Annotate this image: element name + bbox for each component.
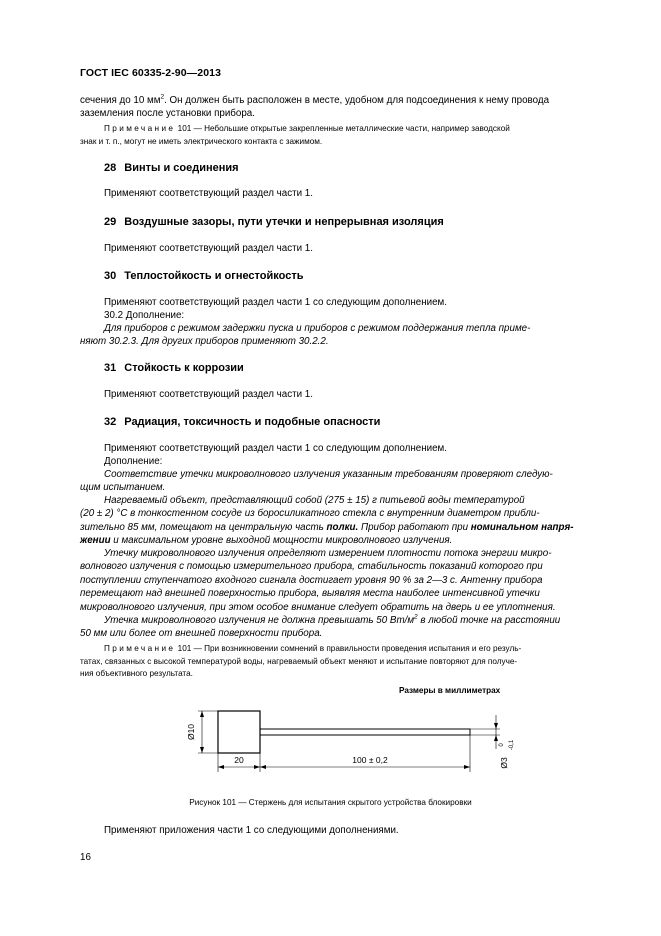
section-30-2-addition: 30.2 Дополнение:: [104, 310, 185, 321]
section-31-body: Применяют соответствующий раздел части 1.: [104, 389, 313, 400]
dim-label-100: 100 ± 0,2: [352, 755, 388, 765]
section-31-heading: 31 Стойкость к коррозии: [104, 362, 244, 374]
section-32-addition: Дополнение:: [104, 456, 163, 467]
dim-label-20: 20: [234, 755, 244, 765]
note-101-b: Примечание 101 — При возникновении сомнений в правильности проведения испытания и его резуль- татах, связанных с высокой температурой воды, нагреваемый объект меняют и испытание повторяют для получе- ния объективного результата.: [80, 644, 522, 679]
test-load-paragraph: Нагреваемый объект, представляющий собой (275 ± 15) г питьевой воды температурой (20 ± 2) °C в тонкостенном сосуде из боросиликатного стекла с внутренним диаметром прибли- зительно 85 мм, помещают на центральную часть полки. Прибор работают при номинальном напря- жении и максимальном уровне выходной мощности микроволнового излучения.: [80, 495, 574, 547]
section-30-heading: 30 Теплостойкость и огнестойкость: [104, 270, 304, 282]
section-32-body: Применяют соответствующий раздел части 1 со следующим дополнением.: [104, 443, 448, 454]
section-29-body: Применяют соответствующий раздел части 1.: [104, 243, 313, 254]
figure-units-note: Размеры в миллиметрах: [399, 686, 501, 695]
leakage-limit-paragraph: Утечка микроволнового излучения не должна превышать 50 $Вт/м^2$ в любой точке на расстоянии 50 мм или более от внешней поверхности прибора.: [80, 613, 561, 640]
compliance-paragraph: Соответствие утечки микроволнового излучения указанным требованиям проверяют следую- щим испытанием.: [80, 469, 553, 494]
section-30-2-text: Для приборов с режимом задержки пуска и приборов с режимом поддержания тепла приме- няют 30.2.3. Для других приборов применяют 30.2.2.: [80, 323, 531, 348]
dim-label-d10: Ø10: [186, 723, 196, 741]
section-29-heading: 29 Воздушные зазоры, пути утечки и непрерывная изоляция: [104, 216, 444, 228]
section-32-heading: 32 Радиация, токсичность и подобные опасности: [104, 416, 381, 428]
annex-paragraph: Применяют приложения части 1 со следующими дополнениями.: [104, 825, 399, 836]
test-rod-figure: [186, 685, 530, 785]
dim-tol-lower: -0,1: [509, 739, 515, 751]
rod-head: [218, 711, 260, 753]
page-number: 16: [80, 852, 91, 863]
section-28-body: Применяют соответствующий раздел части 1.: [104, 188, 313, 199]
rod-shaft: [260, 729, 470, 735]
figure-caption: Рисунок 101 — Стержень для испытания скрытого устройства блокировки: [189, 798, 472, 807]
measurement-paragraph: Утечку микроволнового излучения определяют измерением плотности потока энергии микро- волнового излучения с помощью измерительного прибора, стабильность показаний которого при поступлении ступенчатого входного сигнала достигает уровня 90 % за 2—3 с. Антенну прибора перемещают над внешней поверхностью прибора, выявляя места наиболее интенсивной утечки микроволнового излучения, при этом особое внимание следует обратить на дверь и ее уплотнения.: [80, 548, 556, 613]
intro-paragraph: сечения до 10 $мм^2$. Он должен быть расположен в месте, удобном для подсоединения к нему провода заземления после установки прибора.: [80, 93, 550, 120]
standard-header: ГОСТ IEC 60335-2-90—2013: [80, 67, 222, 79]
section-30-body: Применяют соответствующий раздел части 1 со следующим дополнением.: [104, 297, 448, 308]
dim-label-d3: Ø3: [499, 757, 509, 769]
section-28-heading: 28 Винты и соединения: [104, 162, 239, 174]
note-101-a: Примечание 101 — Небольшие открытые закрепленные металлические части, например заводской знак и т. п., могут не иметь электрического контакта с зажимом.: [80, 124, 510, 146]
dim-tol-upper: 0: [499, 743, 505, 747]
